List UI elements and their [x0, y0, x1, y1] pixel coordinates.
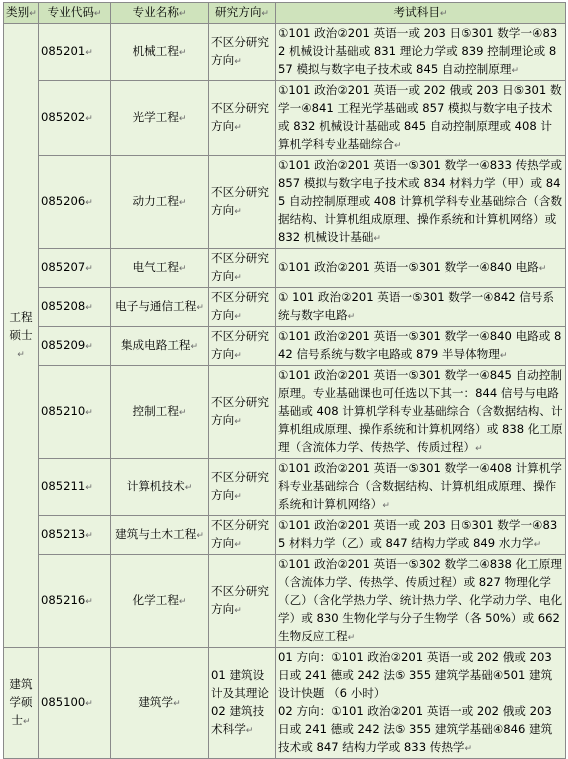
table-row	[4, 24, 566, 81]
paragraph-mark: ↵	[85, 264, 93, 274]
exam-subjects: ①101 政治②201 英语一或 203 日⑤301 数学一④832 机械设计基础或 831 理论力学或 839 控制理论或 857 模拟与数字电子技术或 845 自动控制原理	[278, 26, 558, 76]
research-direction-cell	[209, 366, 276, 459]
major-code: 085201	[41, 44, 86, 58]
paragraph-mark: ↵	[347, 312, 356, 322]
paragraph-mark: ↵	[178, 408, 187, 418]
exam-subjects-cell	[276, 327, 566, 366]
research-direction: 不区分研究方向	[211, 518, 269, 550]
exam-subjects: ①101 政治②201 英语一⑤301 数学一④833 传热学或 857 模拟与数字电子技术或 834 材料力学（甲）或 845 自动控制原理或 408 计算机学科专业基础综合（含数据结构、计算机组成原理、操作系统和计算机网络）或 832 机械设计基础	[278, 158, 563, 244]
major-code-cell	[39, 288, 111, 327]
paragraph-mark: ↵	[85, 408, 93, 418]
paragraph-mark: ↵	[533, 540, 542, 550]
research-direction-cell	[209, 288, 276, 327]
research-direction-cell	[209, 156, 276, 249]
exam-subjects: ①101 政治②201 英语一或 203 日⑤301 数学一④835 材料力学（乙）或 847 结构力学或 849 水力学	[278, 518, 558, 550]
paragraph-mark: ↵	[382, 501, 390, 511]
major-code: 085216	[41, 593, 86, 607]
exam-subjects-table	[3, 2, 566, 759]
major-name-cell	[111, 249, 209, 288]
major-name-cell	[111, 156, 209, 249]
category-cell-engineering	[4, 24, 39, 648]
paragraph-mark: ↵	[85, 597, 93, 607]
table-row	[4, 288, 566, 327]
paragraph-mark: ↵	[173, 699, 181, 709]
major-name-cell	[111, 81, 209, 156]
major-name-cell	[111, 648, 209, 759]
table-row	[4, 516, 566, 555]
paragraph-mark: ↵	[17, 349, 25, 360]
exam-subjects: 01 方向：①101 政治②201 英语一或 202 俄或 203 日或 241 德或 242 法⑤ 355 建筑学基础④501 建筑设计快题 （6 小时） 02 方向：①101 政治②201 英语一或 202 俄或 203 日或 241 德或 242 法⑤ 355 建筑学基础④846 建筑技术或 847 结构力学或 833 传热学	[278, 650, 553, 754]
research-direction: 不区分研究方向	[211, 101, 269, 133]
paragraph-mark: ↵	[234, 57, 242, 67]
paragraph-mark: ↵	[196, 303, 204, 313]
paragraph-mark: ↵	[85, 303, 93, 313]
exam-subjects: ①101 政治②201 英语一⑤301 数学一④845 自动控制原理。专业基础课也可任选以下其一：844 信号与电路基础或 408 计算机学科专业基础综合（含数据结构、计算机组成原理、操作系统和计算机网络）或 838 化工原理（含流体力学、传热学、传质过程）	[278, 368, 563, 454]
research-direction-cell	[209, 459, 276, 516]
major-code-cell	[39, 516, 111, 555]
paragraph-mark: ↵	[85, 114, 93, 124]
research-direction: 不区分研究方向	[211, 35, 269, 67]
major-name: 机械工程	[132, 44, 179, 58]
research-direction-cell	[209, 24, 276, 81]
paragraph-mark: ↵	[234, 207, 242, 217]
paragraph-mark: ↵	[234, 492, 242, 502]
paragraph-mark: ↵	[85, 48, 93, 58]
exam-subjects-cell	[276, 459, 566, 516]
major-code: 085100	[41, 695, 86, 709]
major-name-cell	[111, 327, 209, 366]
major-name-cell	[111, 555, 209, 648]
major-code-cell	[39, 156, 111, 249]
paragraph-mark: ↵	[178, 114, 187, 124]
major-code-cell	[39, 366, 111, 459]
category-label: 工程硕士	[9, 309, 33, 342]
paragraph-mark: ↵	[178, 264, 187, 274]
major-code-cell	[39, 459, 111, 516]
exam-subjects-cell	[276, 516, 566, 555]
research-direction-cell	[209, 249, 276, 288]
table-row	[4, 156, 566, 249]
paragraph-mark: ↵	[85, 531, 93, 541]
paragraph-mark: ↵	[196, 531, 204, 541]
research-direction: 不区分研究方向	[211, 329, 269, 361]
major-code-cell	[39, 648, 111, 759]
table-row	[4, 648, 566, 759]
major-name-cell	[111, 366, 209, 459]
major-code: 085209	[41, 338, 86, 352]
research-direction: 不区分研究方向	[211, 290, 269, 322]
major-name: 控制工程	[132, 404, 179, 418]
category-label: 建筑学硕士	[9, 677, 33, 727]
paragraph-mark: ↵	[85, 198, 93, 208]
paragraph-mark: ↵	[184, 483, 193, 493]
major-code-cell	[39, 24, 111, 81]
major-name-cell	[111, 516, 209, 555]
exam-subjects-cell	[276, 24, 566, 81]
paragraph-mark: ↵	[178, 48, 187, 58]
paragraph-mark: ↵	[190, 342, 199, 352]
major-code: 085210	[41, 404, 86, 418]
research-direction-cell	[209, 327, 276, 366]
exam-subjects: ①101 政治②201 英语一⑤302 数学二④838 化工原理（含流体力学、传热学、传质过程）或 827 物理化学（乙）（含化学热力学、统计热力学、化学动力学、电化学）或 830 生物化学与分子生物学（各 50%）或 662 生物反应工程	[278, 557, 563, 643]
major-code: 085208	[41, 299, 86, 313]
table-row	[4, 366, 566, 459]
major-name: 化学工程	[132, 593, 179, 607]
paragraph-mark: ↵	[511, 66, 519, 76]
major-name: 电气工程	[132, 260, 179, 274]
paragraph-mark: ↵	[234, 606, 242, 616]
exam-subjects-cell	[276, 288, 566, 327]
exam-subjects-cell	[276, 249, 566, 288]
header-category: 类别↵	[4, 3, 39, 24]
table-row	[4, 555, 566, 648]
major-name-cell	[111, 24, 209, 81]
header-name: 专业名称↵	[111, 3, 209, 24]
major-code-cell	[39, 555, 111, 648]
research-direction: 不区分研究方向	[211, 584, 269, 616]
paragraph-mark: ↵	[85, 342, 93, 352]
paragraph-mark: ↵	[464, 744, 473, 754]
table-row	[4, 327, 566, 366]
paragraph-mark: ↵	[23, 717, 31, 727]
exam-subjects: ① 101 政治②201 英语一⑤301 数学一④842 信号系统与数字电路	[278, 290, 555, 322]
paragraph-mark: ↵	[178, 198, 187, 208]
major-code: 085206	[41, 194, 86, 208]
paragraph-mark: ↵	[85, 699, 93, 709]
paragraph-mark: ↵	[234, 123, 242, 133]
exam-subjects: ①101 政治②201 英语一或 202 俄或 203 日⑤301 数学一④841 工程光学基础或 857 模拟与数字电子技术或 832 机械设计基础或 845 自动控制原理或 408 计算机学科专业基础综合	[278, 83, 562, 151]
research-direction-cell	[209, 81, 276, 156]
major-name-cell	[111, 459, 209, 516]
category-cell-architecture	[4, 648, 39, 759]
paragraph-mark: ↵	[234, 312, 242, 322]
header-subjects: 考试科目↵	[276, 3, 566, 24]
major-code: 085213	[41, 527, 86, 541]
major-name: 计算机技术	[126, 479, 185, 493]
table-row	[4, 249, 566, 288]
major-name: 建筑学	[138, 695, 174, 709]
research-direction-cell	[209, 555, 276, 648]
paragraph-mark: ↵	[234, 540, 242, 550]
paragraph-mark: ↵	[85, 483, 93, 493]
exam-subjects: ①101 政治②201 英语一⑤301 数学一④408 计算机学科专业基础综合（含数据结构、计算机组成原理、操作系统和计算机网络）	[278, 461, 562, 511]
exam-subjects-cell	[276, 81, 566, 156]
paragraph-mark: ↵	[538, 264, 547, 274]
major-name: 电子与通信工程	[115, 299, 197, 313]
research-direction: 不区分研究方向	[211, 395, 269, 427]
header-row	[4, 3, 566, 24]
header-direction: 研究方向↵	[209, 3, 276, 24]
paragraph-mark: ↵	[234, 417, 242, 427]
table-row	[4, 459, 566, 516]
major-name: 光学工程	[132, 110, 179, 124]
paragraph-mark: ↵	[234, 351, 242, 361]
research-direction: 不区分研究方向	[211, 470, 269, 502]
exam-subjects: ①101 政治②201 英语一⑤301 数学一④840 电路	[278, 260, 539, 274]
paragraph-mark: ↵	[475, 444, 483, 454]
research-direction-cell	[209, 516, 276, 555]
exam-subjects: ①101 政治②201 英语一⑤301 数学一④840 电路或 842 信号系统与数字电路或 879 半导体物理	[278, 329, 562, 361]
major-code: 085211	[41, 479, 86, 493]
paragraph-mark: ↵	[393, 141, 402, 151]
exam-subjects-cell	[276, 156, 566, 249]
research-direction: 不区分研究方向	[211, 251, 269, 283]
paragraph-mark: ↵	[178, 597, 187, 607]
paragraph-mark: ↵	[245, 726, 254, 736]
research-direction: 01 建筑设计及其理论 02 建筑技术科学	[211, 668, 269, 736]
major-code-cell	[39, 327, 111, 366]
paragraph-mark: ↵	[373, 234, 381, 244]
research-direction: 不区分研究方向	[211, 185, 269, 217]
major-name-cell	[111, 288, 209, 327]
major-name: 动力工程	[132, 194, 179, 208]
major-code: 085207	[41, 260, 86, 274]
paragraph-mark: ↵	[347, 633, 356, 643]
major-name: 集成电路工程	[120, 338, 191, 352]
exam-subjects-cell	[276, 555, 566, 648]
table-row	[4, 81, 566, 156]
research-direction-cell	[209, 648, 276, 759]
major-name: 建筑与土木工程	[115, 527, 197, 541]
paragraph-mark: ↵	[499, 351, 508, 361]
major-code-cell	[39, 81, 111, 156]
exam-subjects-cell	[276, 366, 566, 459]
header-code: 专业代码↵	[39, 3, 111, 24]
paragraph-mark: ↵	[234, 273, 242, 283]
exam-subjects-cell	[276, 648, 566, 759]
major-code: 085202	[41, 110, 86, 124]
major-code-cell	[39, 249, 111, 288]
